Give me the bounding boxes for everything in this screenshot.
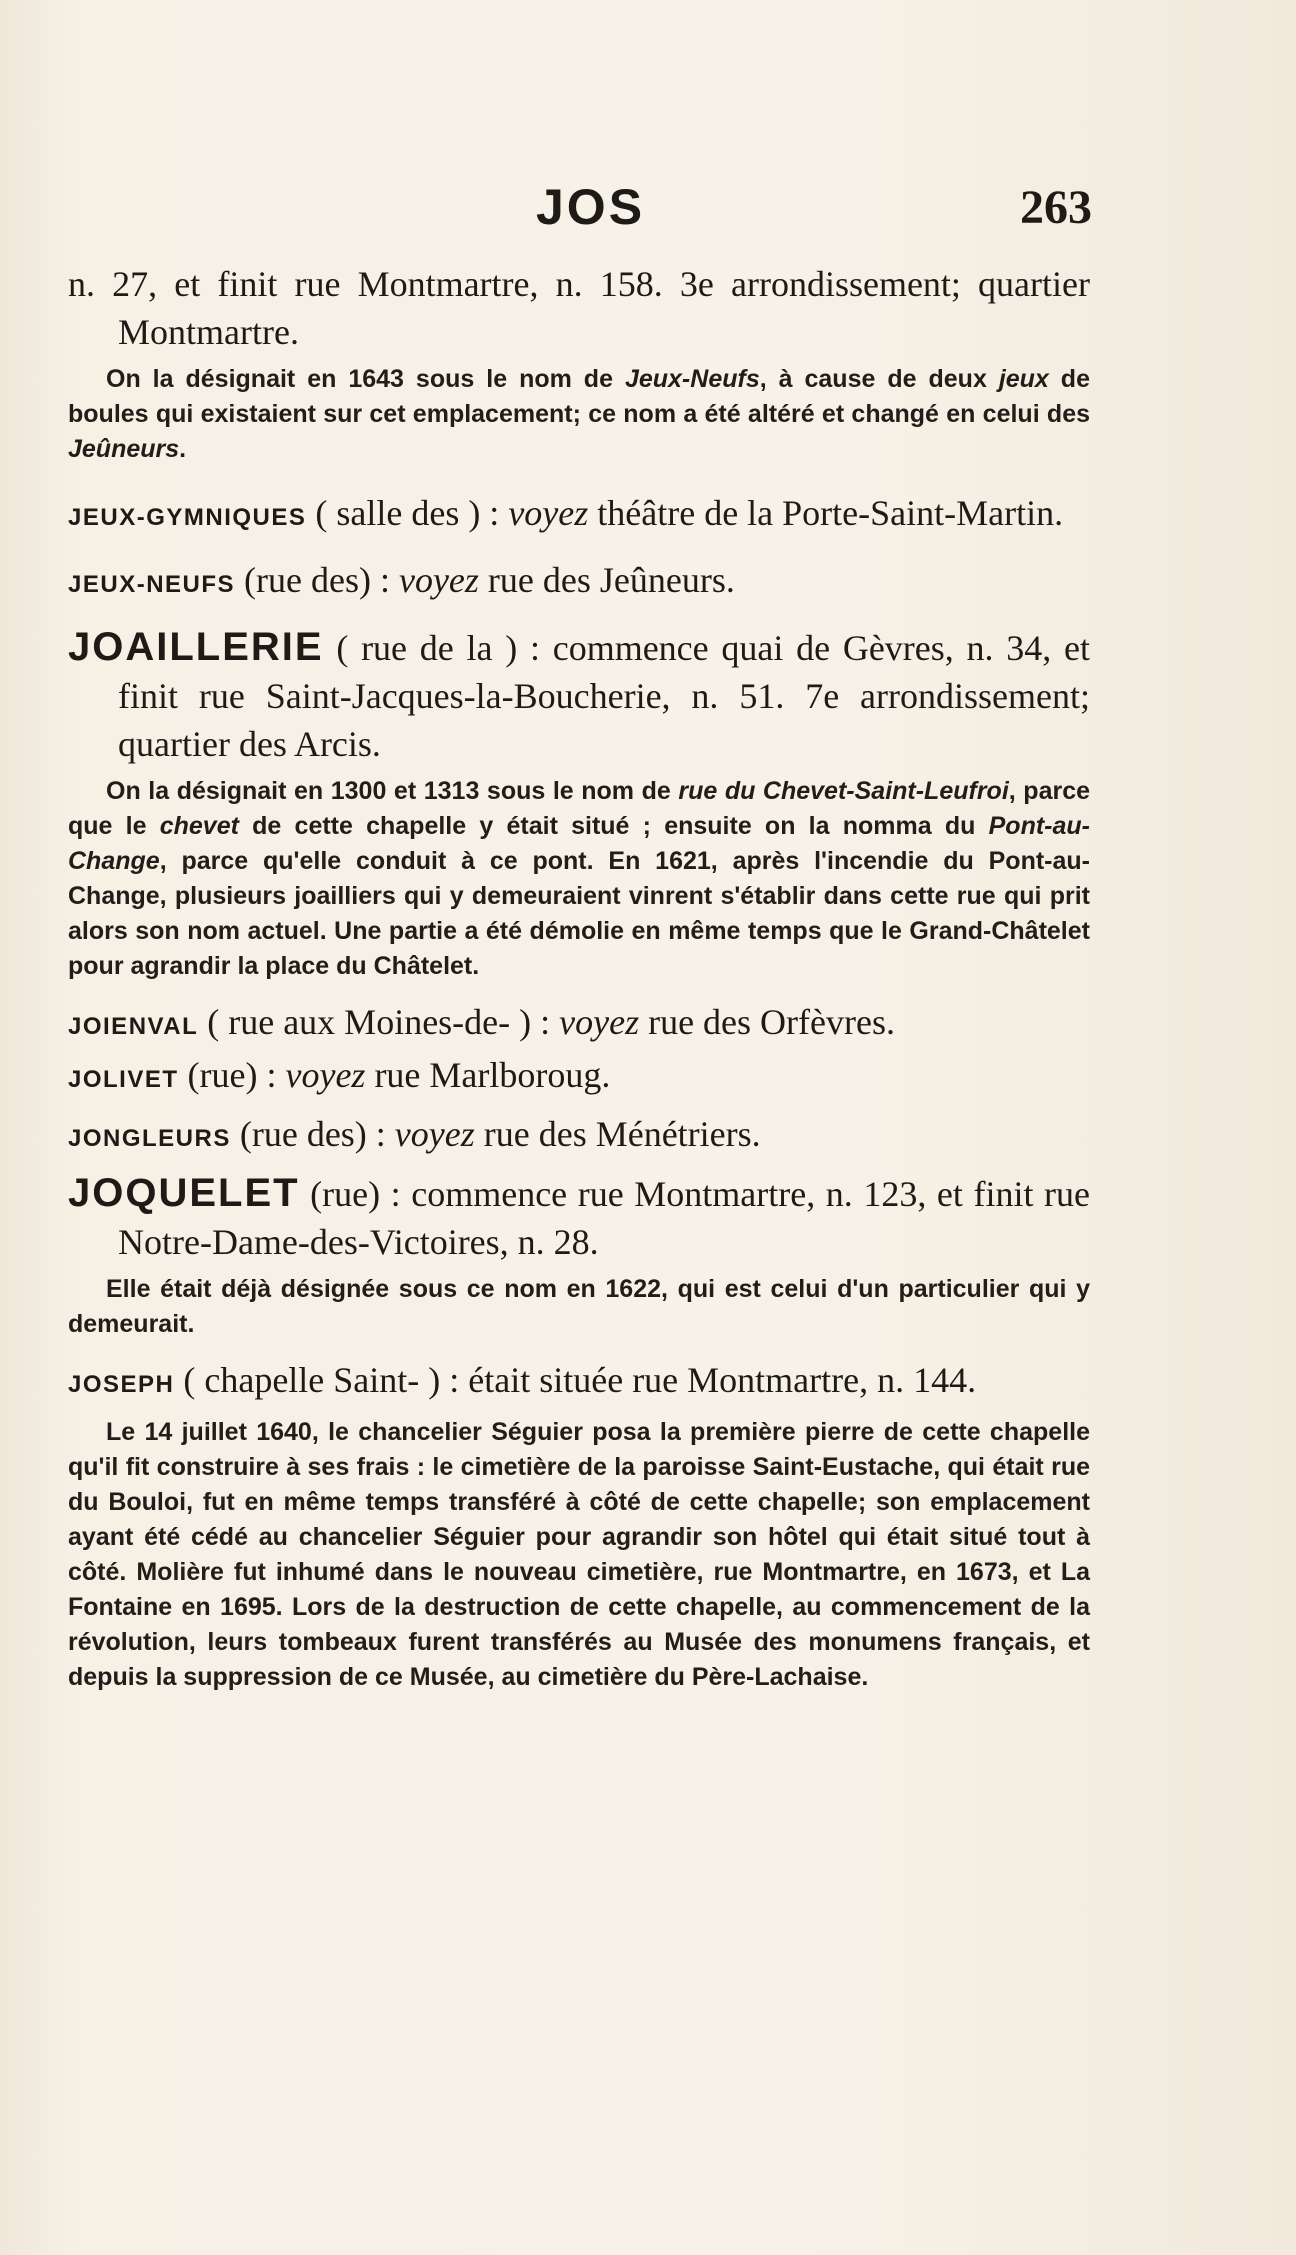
- entry-jongleurs: JONGLEURS (rue des) : voyez rue des Ménétriers.: [68, 1114, 761, 1154]
- running-header: [0, 178, 1296, 248]
- entry-note: Elle était déjà désignée sous ce nom en 1622, qui est celui d'un particulier qui y demeurait.: [68, 1275, 1090, 1338]
- entry-note: Le 14 juillet 1640, le chancelier Séguier posa la première pierre de cette chapelle qu'il fit construire à ses frais : le cimetière de la paroisse Saint-Eustache, qui était rue du Bouloi, fut en même temps transféré à côté de cette chapelle; son emplacement ayant été cédé au chancelier Séguier pour agrandir son hôtel qui était situé tout à côté. Molière fut inhumé dans le nouveau cimetière, rue Montmartre, en 1673, et La Fontaine en 1695. Lors de la destruction de cette chapelle, au commencement de la révolution, leurs tombeaux furent transférés au Musée des monumens français, et depuis la suppression de ce Musée, au cimetière du Père-Lachaise.: [68, 1418, 1090, 1691]
- entry-jeux-neufs: JEUX-NEUFS (rue des) : voyez rue des Jeûneurs.: [68, 560, 735, 600]
- page-content: [68, 260, 1090, 1695]
- running-title: JOS: [536, 179, 646, 235]
- entry-note: On la désignait en 1300 et 1313 sous le nom de rue du Chevet-Saint-Leufroi, parce que le chevet de cette chapelle y était situé ; ensuite on la nomma du Pont-au-Change, parce qu'elle conduit à ce pont. En 1621, après l'incendie du Pont-au-Change, plusieurs joailliers qui y demeuraient vinrent s'établir dans cette rue qui prit alors son nom actuel. Une partie a été démolie en même temps que le Grand-Châtelet pour agrandir la place du Châtelet.: [68, 777, 1091, 980]
- entry-note: On la désignait en 1643 sous le nom de Jeux-Neufs, à cause de deux jeux de boules qui existaient sur cet emplacement; ce nom a été altéré et changé en celui des Jeûneurs.: [68, 365, 1090, 463]
- entry-headword: JOLIVET: [68, 1066, 179, 1093]
- entry-headword: JOAILLERIE: [68, 625, 324, 669]
- entry-jolivet: JOLIVET (rue) : voyez rue Marlboroug.: [68, 1055, 611, 1095]
- entry-jeux-gymniques: JEUX-GYMNIQUES ( salle des ) : voyez théâtre de la Porte-Saint-Martin.: [68, 493, 1064, 533]
- entry-headword: JEUX-NEUFS: [68, 571, 236, 598]
- entry-joienval: JOIENVAL ( rue aux Moines-de- ) : voyez rue des Orfèvres.: [68, 1002, 895, 1042]
- entry-headword: JOQUELET: [68, 1171, 300, 1215]
- continuation-text: n. 27, et finit rue Montmartre, n. 158. 3e arrondissement; quartier Montmartre.: [68, 264, 1090, 352]
- entry-joquelet: JOQUELET (rue) : commence rue Montmartre, n. 123, et finit rue Notre-Dame-des-Victoires, n. 28.: [68, 1171, 1090, 1262]
- entry-headword: JEUX-GYMNIQUES: [68, 504, 307, 531]
- entry-headword: JOIENVAL: [68, 1013, 199, 1040]
- entry-headword: JOSEPH: [68, 1371, 175, 1398]
- entry-headword: JONGLEURS: [68, 1125, 231, 1152]
- entry-joseph: JOSEPH ( chapelle Saint- ) : était située rue Montmartre, n. 144.: [68, 1360, 977, 1400]
- page-number: 263: [1020, 181, 1092, 234]
- entry-joaillerie: JOAILLERIE ( rue de la ) : commence quai de Gèvres, n. 34, et finit rue Saint-Jacques-la-Boucherie, n. 51. 7e arrondissement; quartier des Arcis.: [68, 625, 1090, 764]
